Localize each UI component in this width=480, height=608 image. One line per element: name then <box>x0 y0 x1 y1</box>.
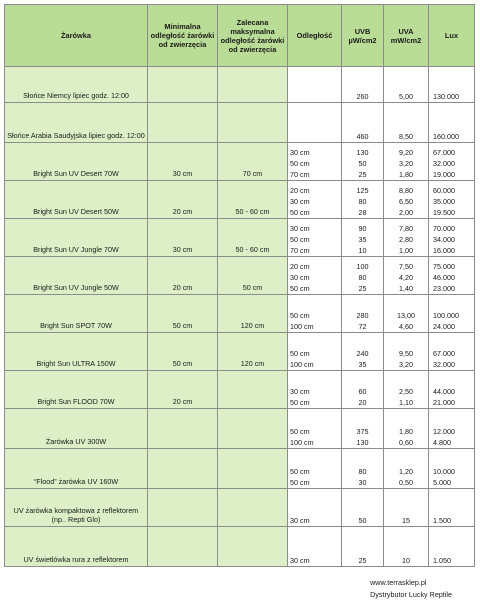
uvb-value-cell <box>342 333 384 371</box>
distance: 50 cm <box>290 427 310 436</box>
recommended-distance: 50 - 60 cm <box>218 219 288 257</box>
recommended-distance <box>218 67 288 103</box>
uva-value: 15 <box>402 516 410 525</box>
recommended-distance: 70 cm <box>218 143 288 181</box>
uva-value: 7,80 <box>399 224 413 233</box>
header-min-distance: Minimalna odległość żarówki od zwierzęcia <box>148 5 218 67</box>
uva-value: 2,00 <box>399 208 413 217</box>
lux-value-cell <box>429 409 475 449</box>
lamp-name: Żarówka UV 300W <box>5 409 148 449</box>
uvb-value: 375 <box>356 427 369 436</box>
uvb-value: 50 <box>358 159 367 168</box>
lux-value-cell <box>429 219 475 257</box>
header-uva: UVA mW/cm2 <box>384 5 429 67</box>
uvb-value: 30 <box>358 478 367 487</box>
uvb-value: 20 <box>358 398 367 407</box>
distance: 30 cm <box>290 273 310 282</box>
distance-cell <box>288 527 342 567</box>
footer-distributor: Dystrybutor Lucky Reptile <box>370 590 452 599</box>
uva-value: 4,20 <box>399 273 413 282</box>
recommended-distance <box>218 489 288 527</box>
recommended-distance <box>218 527 288 567</box>
min-distance <box>148 489 218 527</box>
distance-cell <box>288 257 342 295</box>
table-row <box>5 489 475 527</box>
lux-value: 46.000 <box>433 273 455 282</box>
min-distance <box>148 527 218 567</box>
uvb-value-cell <box>342 219 384 257</box>
lamp-name: Bright Sun FLOOD 70W <box>5 371 148 409</box>
uva-value: 0,60 <box>399 438 413 447</box>
distance: 50 cm <box>290 467 310 476</box>
min-distance: 50 cm <box>148 333 218 371</box>
distance-cell <box>288 67 342 103</box>
lux-value: 34.000 <box>433 235 455 244</box>
lux-value: 1.050 <box>433 556 451 565</box>
table-row <box>5 295 475 333</box>
distance <box>288 91 341 102</box>
lamp-name: “Flood” żarówka UV 160W <box>5 449 148 489</box>
lux-value: 32.000 <box>433 159 455 168</box>
uva-value-cell <box>384 489 429 527</box>
table-row <box>5 409 475 449</box>
uva-value: 1,00 <box>399 246 413 255</box>
distance: 100 cm <box>290 438 314 447</box>
distance: 20 cm <box>290 262 310 271</box>
min-distance: 50 cm <box>148 295 218 333</box>
lamp-table <box>4 4 475 567</box>
distance: 50 cm <box>290 398 310 407</box>
lux-value-cell <box>429 257 475 295</box>
lux-value-cell <box>429 295 475 333</box>
distance: 30 cm <box>290 224 310 233</box>
uvb-value-cell <box>342 143 384 181</box>
footer <box>370 577 452 601</box>
uva-value: 1,40 <box>399 284 413 293</box>
min-distance <box>148 409 218 449</box>
lux-value: 32.000 <box>433 360 455 369</box>
lux-value: 16.000 <box>433 246 455 255</box>
distance-cell <box>288 449 342 489</box>
uva-value: 4,60 <box>399 322 413 331</box>
table-row <box>5 67 475 103</box>
uvb-value: 80 <box>358 273 367 282</box>
uvb-value-cell <box>342 257 384 295</box>
min-distance <box>148 67 218 103</box>
distance: 50 cm <box>290 159 310 168</box>
uva-value-cell <box>384 181 429 219</box>
lamp-name: Bright Sun SPOT 70W <box>5 295 148 333</box>
lamp-name: Słońce Arabia Saudyjska lipiec godz. 12:00 <box>5 103 148 143</box>
distance: 30 cm <box>290 197 310 206</box>
recommended-distance: 120 cm <box>218 333 288 371</box>
distance: 30 cm <box>290 516 310 525</box>
lux-value-cell <box>429 371 475 409</box>
distance: 70 cm <box>290 170 310 179</box>
min-distance <box>148 103 218 143</box>
lux-value: 70.000 <box>433 224 455 233</box>
recommended-distance <box>218 409 288 449</box>
uva-value: 1,80 <box>399 170 413 179</box>
uva-value: 13,00 <box>397 311 415 320</box>
header-distance: Odległość <box>288 5 342 67</box>
uvb-value: 25 <box>358 170 367 179</box>
table-row <box>5 181 475 219</box>
lamp-name: Bright Sun UV Desert 70W <box>5 143 148 181</box>
uvb-value: 280 <box>356 311 369 320</box>
uva-value-cell <box>384 219 429 257</box>
uvb-value-cell <box>342 371 384 409</box>
lux-value: 4.800 <box>433 438 451 447</box>
uva-value-cell <box>384 295 429 333</box>
lamp-name: Bright Sun UV Desert 50W <box>5 181 148 219</box>
table-row <box>5 449 475 489</box>
lamp-name: Bright Sun ULTRA 150W <box>5 333 148 371</box>
distance: 50 cm <box>290 208 310 217</box>
uvb-value-cell <box>342 409 384 449</box>
min-distance: 30 cm <box>148 219 218 257</box>
lux-value: 75.000 <box>433 262 455 271</box>
uva-value: 1,80 <box>399 427 413 436</box>
uva-value: 9,20 <box>399 148 413 157</box>
uva-value-cell <box>384 143 429 181</box>
distance: 50 cm <box>290 235 310 244</box>
lux-value-cell <box>429 449 475 489</box>
uvb-value: 130 <box>356 438 369 447</box>
distance-cell <box>288 371 342 409</box>
uva-value: 5,00 <box>399 92 413 101</box>
lux-value: 5.000 <box>433 478 451 487</box>
uvb-value-cell <box>342 449 384 489</box>
distance-cell <box>288 333 342 371</box>
uvb-value-cell <box>342 489 384 527</box>
recommended-distance <box>218 103 288 143</box>
uva-value: 10 <box>402 556 410 565</box>
lux-value: 60.000 <box>433 186 455 195</box>
lamp-comparison-sheet <box>4 4 474 599</box>
lux-value-cell <box>429 181 475 219</box>
uvb-value: 10 <box>358 246 367 255</box>
uva-value: 2,50 <box>399 387 413 396</box>
lux-value: 44.000 <box>433 387 455 396</box>
footer-url: www.terrasklep.pl <box>370 578 427 587</box>
distance: 100 cm <box>290 360 314 369</box>
lux-value-cell <box>429 143 475 181</box>
lux-value: 1.500 <box>433 516 451 525</box>
uvb-value: 35 <box>358 235 367 244</box>
lux-value: 23.000 <box>433 284 455 293</box>
lux-value: 67.000 <box>433 148 455 157</box>
lux-value: 35.000 <box>433 197 455 206</box>
uvb-value: 260 <box>356 92 369 101</box>
lux-value: 160.000 <box>433 132 459 141</box>
header-uvb: UVB µW/cm2 <box>342 5 384 67</box>
uva-value-cell <box>384 67 429 103</box>
uvb-value: 240 <box>356 349 369 358</box>
lux-value-cell <box>429 103 475 143</box>
distance-cell <box>288 409 342 449</box>
min-distance <box>148 449 218 489</box>
uva-value-cell <box>384 103 429 143</box>
lux-value-cell <box>429 527 475 567</box>
uvb-value: 72 <box>358 322 367 331</box>
uvb-value: 80 <box>358 197 367 206</box>
recommended-distance: 50 cm <box>218 257 288 295</box>
table-row <box>5 143 475 181</box>
recommended-distance: 120 cm <box>218 295 288 333</box>
uva-value-cell <box>384 527 429 567</box>
distance-cell <box>288 143 342 181</box>
distance: 30 cm <box>290 387 310 396</box>
distance-cell <box>288 103 342 143</box>
distance: 30 cm <box>290 556 310 565</box>
uvb-value-cell <box>342 103 384 143</box>
table-row <box>5 333 475 371</box>
table-row <box>5 371 475 409</box>
uvb-value: 60 <box>358 387 367 396</box>
header-recommended-distance: Zalecana maksymalna odległość żarówki od zwierzęcia <box>218 5 288 67</box>
recommended-distance <box>218 371 288 409</box>
uvb-value: 100 <box>356 262 369 271</box>
uva-value-cell <box>384 409 429 449</box>
uvb-value: 90 <box>358 224 367 233</box>
distance: 50 cm <box>290 478 310 487</box>
header-lux: Lux <box>429 5 475 67</box>
uva-value: 8,80 <box>399 186 413 195</box>
uva-value: 6,50 <box>399 197 413 206</box>
uvb-value-cell <box>342 527 384 567</box>
distance-cell <box>288 219 342 257</box>
uva-value: 3,20 <box>399 360 413 369</box>
uva-value-cell <box>384 257 429 295</box>
table-row <box>5 257 475 295</box>
uva-value: 3,20 <box>399 159 413 168</box>
lux-value: 19.500 <box>433 208 455 217</box>
header-name: Żarówka <box>5 5 148 67</box>
uva-value: 2,80 <box>399 235 413 244</box>
uvb-value: 125 <box>356 186 369 195</box>
lamp-name: UV świetlówka rura z reflektorem <box>5 527 148 567</box>
lux-value: 10.000 <box>433 467 455 476</box>
table-row <box>5 219 475 257</box>
distance-cell <box>288 295 342 333</box>
recommended-distance <box>218 449 288 489</box>
distance: 100 cm <box>290 322 314 331</box>
uvb-value-cell <box>342 67 384 103</box>
lux-value: 19.000 <box>433 170 455 179</box>
min-distance: 20 cm <box>148 371 218 409</box>
distance: 20 cm <box>290 186 310 195</box>
distance: 70 cm <box>290 246 310 255</box>
table-row <box>5 103 475 143</box>
uvb-value: 35 <box>358 360 367 369</box>
uvb-value: 50 <box>358 516 367 525</box>
uva-value-cell <box>384 449 429 489</box>
distance: 30 cm <box>290 148 310 157</box>
uvb-value: 130 <box>356 148 369 157</box>
uva-value: 8,50 <box>399 132 413 141</box>
lux-value-cell <box>429 67 475 103</box>
lux-value: 21.000 <box>433 398 455 407</box>
distance-cell <box>288 181 342 219</box>
lamp-name: Słońce Niemcy lipiec godz. 12:00 <box>5 67 148 103</box>
distance <box>288 131 341 142</box>
lux-value-cell <box>429 333 475 371</box>
uvb-value: 80 <box>358 467 367 476</box>
distance: 50 cm <box>290 311 310 320</box>
distance: 50 cm <box>290 349 310 358</box>
uva-value: 7,50 <box>399 262 413 271</box>
lux-value: 100.000 <box>433 311 459 320</box>
min-distance: 20 cm <box>148 181 218 219</box>
lamp-name: Bright Sun UV Jungle 50W <box>5 257 148 295</box>
uvb-value: 28 <box>358 208 367 217</box>
lux-value: 12.000 <box>433 427 455 436</box>
uvb-value: 460 <box>356 132 369 141</box>
uvb-value-cell <box>342 295 384 333</box>
uvb-value-cell <box>342 181 384 219</box>
lamp-name: Bright Sun UV Jungle 70W <box>5 219 148 257</box>
lux-value: 130.000 <box>433 92 459 101</box>
uva-value: 0,50 <box>399 478 413 487</box>
distance-cell <box>288 489 342 527</box>
uva-value: 1,10 <box>399 398 413 407</box>
lamp-name: UV żarówka kompaktowa z reflektorem (np.. Repti Glo) <box>5 489 148 527</box>
header-row <box>5 5 475 67</box>
uva-value-cell <box>384 371 429 409</box>
min-distance: 20 cm <box>148 257 218 295</box>
lux-value: 24.000 <box>433 322 455 331</box>
uva-value: 9,50 <box>399 349 413 358</box>
table-row <box>5 527 475 567</box>
lux-value: 67.000 <box>433 349 455 358</box>
uvb-value: 25 <box>358 556 367 565</box>
uvb-value: 25 <box>358 284 367 293</box>
recommended-distance: 50 - 60 cm <box>218 181 288 219</box>
uva-value-cell <box>384 333 429 371</box>
distance: 50 cm <box>290 284 310 293</box>
uva-value: 1,20 <box>399 467 413 476</box>
min-distance: 30 cm <box>148 143 218 181</box>
lux-value-cell <box>429 489 475 527</box>
